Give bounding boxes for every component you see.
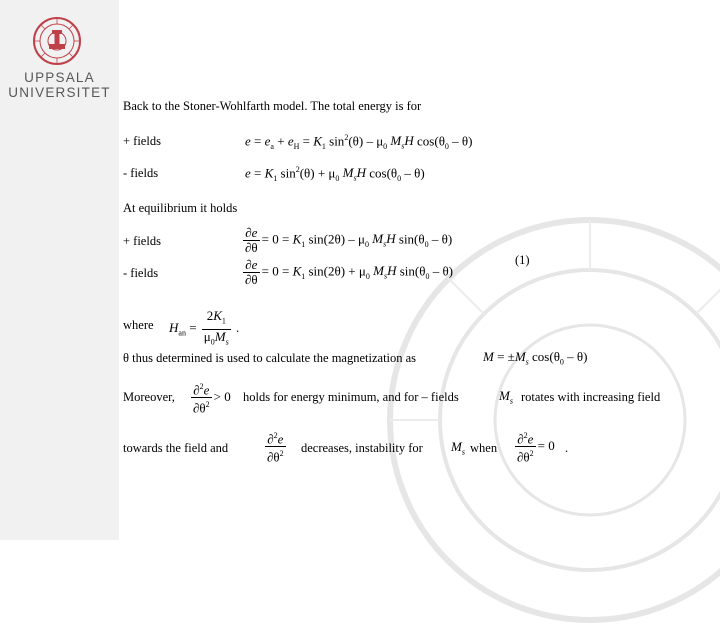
where-label: where bbox=[123, 318, 154, 332]
minus-fields-label: - fields bbox=[123, 166, 159, 180]
university-name-line2: UNIVERSITET bbox=[8, 85, 111, 100]
minus-fields-label-2: - fields bbox=[123, 266, 159, 280]
intro-text: Back to the Stoner-Wohlfarth model. The total energy is for bbox=[123, 99, 422, 113]
energy-equation-minus: $e = K_1$ $\sin^2(\theta) + \mu_0$ $M_sH$ $\cos(\theta_0 - \theta)$ bbox=[245, 165, 425, 183]
instability-condition: $\frac{\partial^2e}{\partial\theta^2}$ = 0 bbox=[517, 431, 555, 465]
second-derivative-expression: $\frac{\partial^2e}{\partial\theta^2}$ bbox=[267, 431, 284, 465]
slide-content bbox=[123, 0, 713, 540]
towards-text: towards the field and bbox=[123, 441, 229, 455]
final-period: . bbox=[565, 441, 569, 455]
ms-symbol-2: $M_s$ bbox=[451, 439, 465, 457]
university-name bbox=[0, 70, 119, 100]
equilibrium-text: At equilibrium it holds bbox=[123, 201, 238, 215]
holds-text: holds for energy minimum, and for – fields bbox=[243, 390, 459, 404]
second-derivative-condition: $\frac{\partial^2e}{\partial\theta^2}$ > 0 bbox=[193, 382, 231, 416]
moreover-text: Moreover, bbox=[123, 390, 175, 404]
magnetization-equation: $M = \pm M_s$ $\cos(\theta_0 - \theta)$ bbox=[483, 349, 588, 367]
plus-fields-label-2: + fields bbox=[123, 234, 161, 248]
theta-text: θ thus determined is used to calculate the magnetization as bbox=[123, 351, 417, 365]
rotates-text: rotates with increasing field bbox=[521, 390, 661, 404]
decreases-text: decreases, instability for bbox=[301, 441, 423, 455]
energy-equation-plus: $e = e_a + e_H = K_1$ $\sin^2(\theta) - \mu_0$ $M_sH$ $\cos(\theta_0 - \theta)$ bbox=[245, 133, 473, 151]
equation-number: (1) bbox=[515, 253, 530, 267]
when-text: when bbox=[470, 441, 498, 455]
university-seal-icon bbox=[32, 16, 82, 66]
equilibrium-equation-minus: $\frac{\partial e}{\partial\theta}$ = $0 = K_1$ $\sin(2\theta) + \mu_0$ $M_sH$ $\sin(\theta_0 - \theta)$ bbox=[245, 257, 454, 287]
university-name-line1: UPPSALA bbox=[24, 70, 95, 85]
plus-fields-label: + fields bbox=[123, 134, 161, 148]
equilibrium-equation-plus: $\frac{\partial e}{\partial\theta}$ = $0 = K_1$ $\sin(2\theta) - \mu_0$ $M_sH$ $\sin(\theta_0 - \theta)$ bbox=[245, 225, 453, 255]
sidebar bbox=[0, 0, 119, 540]
ms-symbol: $M_s$ bbox=[499, 388, 513, 406]
anisotropy-field-equation: $H_{an}$ = $\frac{2K_1}{\mu_0M_s}$ . bbox=[169, 308, 240, 347]
